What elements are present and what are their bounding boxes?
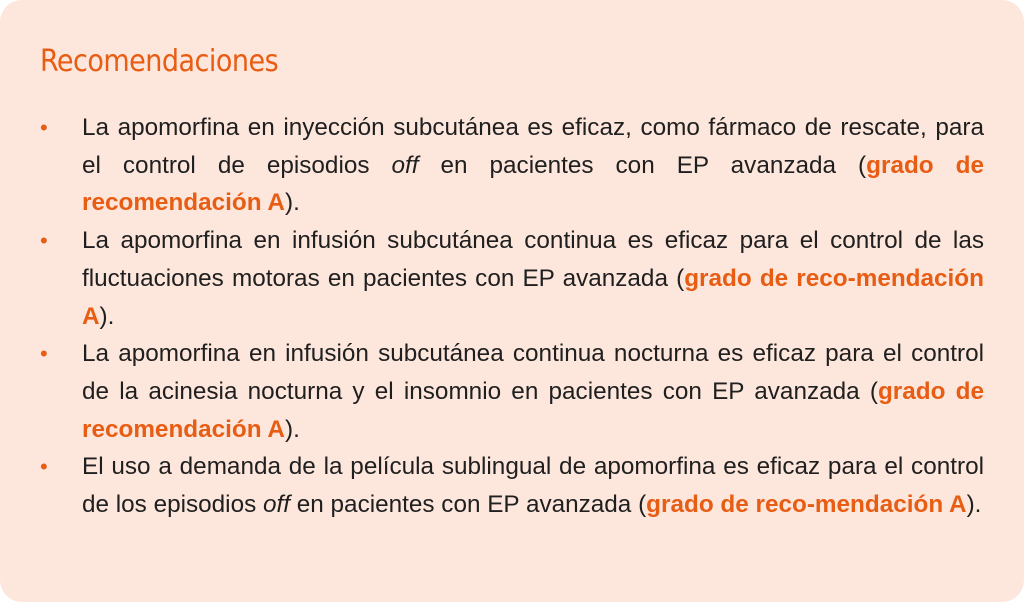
item-italic: off (391, 151, 419, 179)
item-text: La apomorfina en infusión subcutánea continua nocturna es eficaz para el control de la acinesia nocturna y el insomnio en pacientes con EP avanzada ( (82, 340, 984, 405)
item-text: en pacientes con EP avanzada ( (418, 151, 867, 179)
item-text: ). (99, 302, 115, 330)
recommendations-list (40, 109, 984, 524)
item-text: en pacientes con EP avanzada ( (290, 491, 647, 519)
item-italic: off (263, 491, 291, 519)
item-text: La apomorfina en inyección subcutánea es eficaz, como fármaco de rescate, para el control de episodios (82, 114, 984, 179)
item-text: La apomorfina en infusión subcutánea continua es eficaz para el control de las fluctuaciones motoras en pacientes con EP avanzada ( (82, 227, 984, 292)
list-item (40, 109, 984, 222)
item-text: ). (284, 415, 300, 443)
item-text: El uso a demanda de la película sublingual de apomorfina es eficaz para el control de los episodios (82, 453, 984, 519)
bullet-icon: • (40, 341, 48, 367)
bullet-icon: • (40, 115, 48, 140)
item-text: ). (284, 189, 300, 217)
list-item (40, 448, 984, 523)
list-item (40, 335, 984, 448)
bullet-icon: • (40, 454, 48, 480)
recommendation-grade: grado de reco-mendación A (82, 264, 984, 330)
recommendation-grade: grado de recomendación A (82, 151, 984, 217)
item-text: ). (966, 491, 982, 519)
recommendation-grade: grado de reco-mendación A (646, 491, 967, 519)
list-item (40, 222, 984, 335)
box-title: Recomendaciones (40, 44, 279, 79)
bullet-icon: • (40, 228, 48, 254)
recommendation-grade: grado de recomendación A (82, 377, 984, 443)
